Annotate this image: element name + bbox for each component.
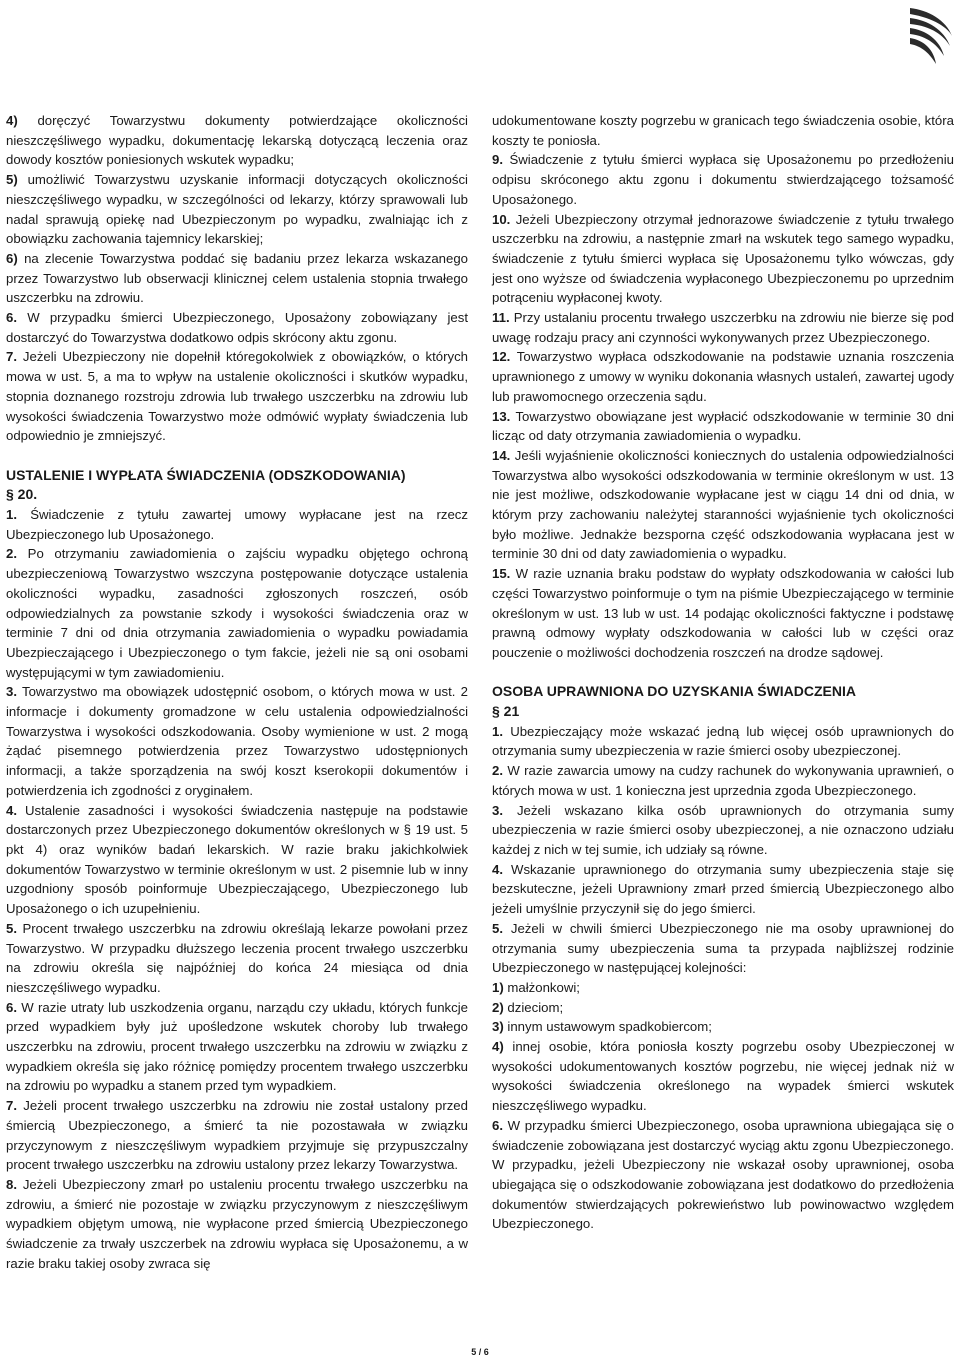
clause-number: 6.	[6, 999, 17, 1015]
paragraph-text: Jeżeli Ubezpieczony otrzymał jednorazowe świadczenie z tytułu trwałego uszczerbku na zdrowiu, a następnie zmarł na wskutek tego samego wypadku, świadczenie z tytułu śmierci wypłaca się Uposażonemu tylko wówczas, gdy jest ono wyższe od świadczenia wypłaconego Ubezpieczonemu po uprzednim potrąceniu wypłaconej kwoty.	[492, 211, 954, 306]
paragraph	[492, 210, 954, 309]
paragraph	[492, 1017, 954, 1037]
paragraph	[492, 446, 954, 564]
brand-wing-logo-icon	[908, 6, 954, 66]
paragraph-text: dzieciom;	[507, 999, 564, 1015]
paragraph	[6, 249, 468, 308]
paragraph	[6, 111, 468, 170]
clause-number: 6)	[6, 250, 18, 266]
paragraph-text: Towarzystwo obowiązane jest wypłacić odszkodowanie w terminie 30 dni licząc od daty otrzymania zawiadomienia o wypadku.	[492, 408, 954, 444]
paragraph-text: Jeżeli wskazano kilka osób uprawnionych do otrzymania sumy ubezpieczenia w razie śmierci osoby ubezpieczonej, a nie oznaczono udziału każdej z nich w tej sumie, ich udziały są równe.	[492, 802, 954, 857]
paragraph	[492, 564, 954, 663]
section-spacer	[492, 663, 954, 683]
clause-number: 13.	[492, 408, 511, 424]
paragraph	[6, 801, 468, 919]
clause-number: 5.	[492, 920, 503, 936]
clause-number: 4)	[6, 113, 18, 128]
clause-number: 9.	[492, 152, 503, 168]
paragraph-text: W razie uznania braku podstaw do wypłaty odszkodowania w całości lub części Towarzystwo poinformuje o tym na piśmie Ubezpieczającego w terminie określonym w ust. 13 lub w ust. 14 podając okoliczności faktyczne i podstawę prawną odmowy wypłaty odszkodowania w całości lub w części oraz pouczenie o możliwości dochodzenia roszczeń na drodze sądowej.	[492, 566, 954, 660]
clause-number: 11.	[492, 310, 510, 326]
paragraph	[492, 407, 954, 446]
page-number: 5 / 6	[471, 1347, 489, 1357]
paragraph-text: umożliwić Towarzystwu uzyskanie informacji dotyczących okoliczności nieszczęśliwego wypadku, w szczególności od lekarzy, którzy sprawowali lub nadal sprawują opiekę nad Ubezpieczonym po wypadku, zwalniając ich z obowiązku zachowania tajemnicy lekarskiej;	[6, 172, 468, 247]
section-heading: § 21	[492, 703, 520, 720]
paragraph	[6, 170, 468, 249]
clause-number: 1.	[6, 507, 17, 523]
clause-number: 4.	[6, 802, 17, 818]
clause-number: 3.	[492, 802, 503, 818]
paragraph	[492, 978, 954, 998]
paragraph-text: innej osobie, która poniosła koszty pogrzebu osoby Ubezpieczonej w wysokości udokumentowanych kosztów pogrzebu, nie więcej jednak niż w wysokości świadczenia określonego na wypadek śmierci wskutek nieszczęśliwego wypadku.	[492, 1039, 954, 1114]
clause-number: 3.	[6, 684, 17, 700]
clause-number: 7.	[6, 1098, 17, 1114]
section-spacer	[6, 446, 468, 466]
clause-number: 6.	[492, 1117, 503, 1133]
paragraph-text: Przy ustalaniu procentu trwałego uszczerbku na zdrowiu nie bierze się pod uwagę rodzaju pracy ani czynności wykonywanych przez Ubezpieczonego.	[492, 310, 955, 345]
paragraph-text: Ubezpieczający może wskazać jedną lub więcej osób uprawnionych do otrzymania sumy ubezpieczenia w razie śmierci osoby ubezpieczonej.	[492, 723, 954, 759]
paragraph	[492, 1116, 954, 1234]
paragraph-text: W razie utraty lub uszkodzenia organu, narządu czy układu, których funkcje przed wypadkiem były już upośledzone wskutek choroby lub trwałego uszczerbku na zdrowiu, procent trwałego uszczerbku na zdrowiu w związku z wypadkiem określa się jako różnicę pomiędzy procentem trwałego uszczerbku na zdrowiu po wypadku a stanem przed tym wypadkiem.	[6, 999, 468, 1094]
paragraph	[6, 1175, 468, 1274]
paragraph	[492, 761, 954, 800]
paragraph-text: innym ustawowym spadkobiercom;	[507, 1019, 712, 1035]
paragraph	[6, 1096, 468, 1175]
paragraph	[492, 919, 954, 978]
clause-number: 7.	[6, 349, 17, 365]
clause-number: 15.	[492, 566, 511, 582]
paragraph	[6, 505, 468, 544]
paragraph-text: W razie zawarcia umowy na cudzy rachunek do wykonywania uprawnień, o których mowa w ust. 1 konieczna jest uprzednia zgoda Ubezpieczonego.	[492, 763, 954, 798]
paragraph-text: Wskazanie uprawnionego do otrzymania sumy ubezpieczenia staje się bezskuteczne, jeżeli Uprawniony zmarł przed śmiercią Ubezpieczonego albo jeżeli umyślnie przyczynił się do jego śmierci.	[492, 861, 954, 917]
section-heading: OSOBA UPRAWNIONA DO UZYSKANIA ŚWIADCZENIA	[492, 683, 856, 700]
paragraph-text: Jeżeli Ubezpieczony nie dopełnił któregokolwiek z obowiązków, o których mowa w ust. 5, a ma to wpływ na ustalenie okoliczności i skutków wypadku, stopnia doznanego rozstroju zdrowia lub trwałego uszczerbku na zdrowiu lub wysokości świadczenia Towarzystwo może odmówić wypłaty świadczenia lub odpowiednio je zmniejszyć.	[6, 349, 468, 444]
paragraph-text: Towarzystwo ma obowiązek udostępnić osobom, o których mowa w ust. 2 informacje i dokumenty gromadzone w celu ustalenia odpowiedzialności Towarzystwa i wysokości odszkodowania. Osoby wymienione w ust. 2 mogą żądać pisemnego potwierdzenia przez Towarzystwo udostępnionych informacji, a także sporządzenia na swój koszt kserokopii dokumentów i potwierdzenia ich zgodności z oryginałem.	[6, 684, 468, 798]
paragraph-text: doręczyć Towarzystwu dokumenty potwierdzające okoliczności nieszczęśliwego wypadku, dokumentację lekarską dotyczącą leczenia oraz dowody kosztów poniesionych wskutek wypadku;	[6, 113, 468, 168]
paragraph	[492, 801, 954, 860]
section-heading: USTALENIE I WYPŁATA ŚWIADCZENIA (ODSZKODOWANIA)	[6, 466, 406, 483]
paragraph	[492, 150, 954, 209]
paragraph-text: Towarzystwo wypłaca odszkodowanie na podstawie uznania roszczenia uprawnionego z umowy w wyniku dokonania własnych ustaleń, zawartej ugody lub prawomocnego orzeczenia sądu.	[492, 349, 954, 404]
paragraph-text: Jeżeli procent trwałego uszczerbku na zdrowiu nie został ustalony przed śmiercią Ubezpieczonego, a śmierć ta nie pozostawała w związku przyczynowym z nieszczęśliwym wypadkiem przyjmuje się przypuszczalny procent trwałego uszczerbku na zdrowiu ustalony przez lekarzy Towarzystwa.	[6, 1098, 468, 1173]
paragraph-text: na zlecenie Towarzystwa poddać się badaniu przez lekarza wskazanego przez Towarzystwo lub obserwacji klinicznej celem ustalenia stopnia trwałego uszczerbku na zdrowiu.	[6, 250, 469, 306]
paragraph-text: W przypadku śmierci Ubezpieczonego, osoba uprawniona ubiegająca się o świadczenie zobowiązana jest dostarczyć wyciąg aktu zgonu Ubezpieczonego. W przypadku, jeżeli Ubezpieczony nie wskazał osoby uprawnionej, osoba ubiegająca się o odszkodowanie zobowiązana jest dodatkowo do przedłożenia dokumentów stwierdzających pokrewieństwo lub powinowactwo względem Ubezpieczonego.	[492, 1117, 954, 1232]
paragraph-text: Po otrzymaniu zawiadomienia o zajściu wypadku objętego ochroną ubezpieczeniową Towarzystwo wszczyna postępowanie dotyczące ustalenia okoliczności wypadku, zasadności zgłoszonych roszczeń, osób odpowiedzialnych za powstanie szkody i wysokości świadczenia oraz w terminie 7 dni od dnia otrzymania zawiadomienia o wypadku powiadamia Ubezpieczającego i Ubezpieczonego o tym fakcie, jeżeli nie są oni osobami występującymi w tym zawiadomieniu.	[6, 546, 468, 680]
paragraph-text: Jeśli wyjaśnienie okoliczności koniecznych do ustalenia odpowiedzialności Towarzystwa albo wysokości odszkodowania w terminie określonym w ust. 13 nie jest możliwe, odszkodowanie wypłacane jest w ciągu 14 dni od dnia, w którym przy zachowaniu należytej staranności wyjaśnienie tych okoliczności było możliwe. Jednakże bezsporna część odszkodowania wypłacana jest w terminie 30 dni od daty zawiadomienia o wypadku.	[492, 447, 954, 562]
paragraph-text: udokumentowane koszty pogrzebu w granicach tego świadczenia osobie, która koszty te poniosła.	[492, 113, 954, 148]
paragraph-text: Jeżeli Ubezpieczony zmarł po ustaleniu procentu trwałego uszczerbku na zdrowiu, a śmierć nie pozostaje w związku przyczynowym z nieszczęśliwym wypadkiem objętym umową, nie wypłacone przed śmiercią Ubezpieczonego świadczenie za trwały uszczerbek na zdrowiu wypłaca się Uposażonemu, a w razie braku takiej osoby zwraca się	[6, 1176, 468, 1271]
paragraph-text: małżonkowi;	[507, 979, 580, 995]
paragraph	[492, 998, 954, 1018]
paragraph	[6, 998, 468, 1097]
paragraph-text: Jeżeli w chwili śmierci Ubezpieczonego nie ma osoby uprawnionej do otrzymania sumy ubezpieczenia suma ta przypada najbliższej rodzinie Ubezpieczonego w następującej kolejności:	[492, 920, 954, 976]
paragraph	[6, 919, 468, 998]
paragraph	[6, 682, 468, 800]
clause-number: 10.	[492, 211, 511, 227]
clause-number: 1.	[492, 723, 503, 739]
clause-number: 2)	[492, 999, 504, 1015]
clause-number: 5.	[6, 920, 17, 936]
section-heading: § 20.	[6, 486, 38, 503]
left-column	[6, 111, 468, 1273]
clause-number: 2.	[492, 763, 503, 779]
paragraph	[6, 544, 468, 682]
paragraph-text: Świadczenie z tytułu zawartej umowy wypłacane jest na rzecz Ubezpieczonego lub Uposażonego.	[6, 507, 468, 542]
clause-number: 14.	[492, 447, 511, 463]
clause-number: 12.	[492, 349, 511, 365]
clause-number: 6.	[6, 310, 17, 326]
paragraph	[492, 722, 954, 761]
paragraph	[6, 347, 468, 446]
paragraph	[492, 111, 954, 150]
paragraph-text: W przypadku śmierci Ubezpieczonego, Uposażony zobowiązany jest dostarczyć do Towarzystwa dodatkowo odpis skrócony aktu zgonu.	[6, 310, 468, 345]
clause-number: 3)	[492, 1019, 504, 1035]
clause-number: 1)	[492, 979, 504, 995]
paragraph	[6, 308, 468, 347]
paragraph-text: Świadczenie z tytułu śmierci wypłaca się Uposażonemu po przedłożeniu odpisu skróconego aktu zgonu i dokumentu stwierdzającego tożsamość Uposażonego.	[492, 152, 954, 207]
paragraph	[492, 347, 954, 406]
clause-number: 5)	[6, 172, 18, 188]
clause-number: 8.	[6, 1176, 17, 1192]
clause-number: 4.	[492, 861, 503, 877]
paragraph	[492, 308, 954, 347]
paragraph	[492, 1037, 954, 1116]
clause-number: 4)	[492, 1039, 504, 1055]
clause-number: 2.	[6, 546, 17, 562]
paragraph-text: Ustalenie zasadności i wysokości świadczenia następuje na podstawie dostarczonych przez Ubezpieczonego dokumentów określonych w § 19 ust. 5 pkt 4) oraz wyników badań lekarskich. W razie braku jakichkolwiek dokumentów Towarzystwo w terminie określonym w ust. 2 pisemnie lub w inny uzgodniony sposób poinformuje Ubezpieczającego, Ubezpieczonego lub Uposażonego o ich uzupełnieniu.	[6, 802, 468, 917]
paragraph	[492, 860, 954, 919]
paragraph-text: Procent trwałego uszczerbku na zdrowiu określają lekarze powołani przez Towarzystwo. W przypadku dłuższego leczenia procent trwałego uszczerbku na zdrowiu określa się najpóźniej do końca 24 miesiąca od dnia nieszczęśliwego wypadku.	[6, 920, 468, 995]
right-column	[492, 111, 954, 1234]
